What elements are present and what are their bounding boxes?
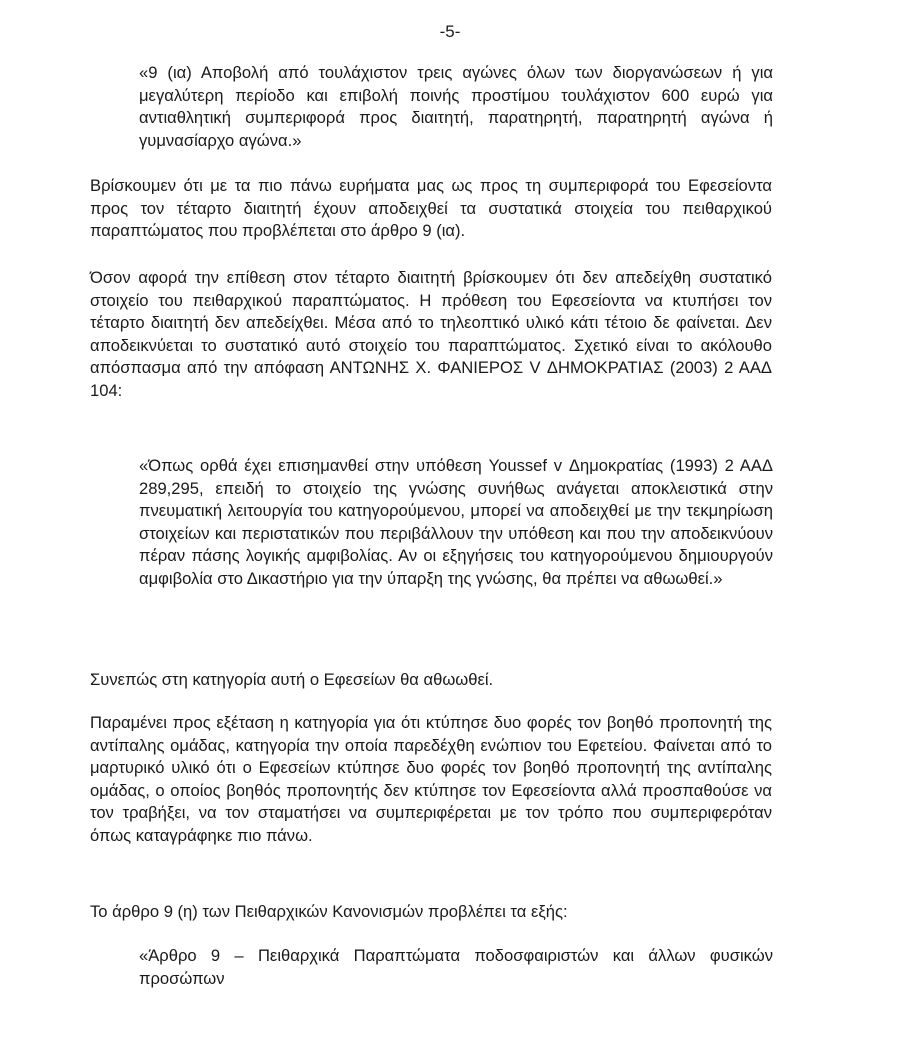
quote-youssef-case: «Όπως ορθά έχει επισημανθεί στην υπόθεση Youssef v Δημοκρατίας (1993) 2 ΑΑΔ 289,295, επειδή το στοιχείο της γνώσης συνήθως ανάγεται αποκλειστικά στην πνευματική λειτουργία του κατηγορούμενου, μπορεί να αποδειχθεί με την τεκμηρίωση στοιχείων και περιστατικών που περιβάλλουν την υπόθεση και που την αποδεικνύουν πέραν πάσης λογικής αμφιβολίας. Αν οι εξηγήσεις του κατηγορούμενου δημιουργούν αμφιβολία στο Δικαστήριο για την ύπαρξη της γνώσης, θα πρέπει να αθωωθεί.» (139, 456, 773, 588)
paragraph-article-9-eta-intro: Το άρθρο 9 (η) των Πειθαρχικών Κανονισμών προβλέπει τα εξής: (90, 902, 568, 921)
quote-article-9-heading: «Άρθρο 9 – Πειθαρχικά Παραπτώματα ποδοσφαιριστών και άλλων φυσικών προσώπων (139, 946, 773, 988)
paragraph-attack-on-fourth-referee: Όσον αφορά την επίθεση στον τέταρτο διαιτητή βρίσκουμεν ότι δεν απεδείχθη συστατικό στοιχείο του πειθαρχικού παραπτώματος. Η πρόθεση του Εφεσείοντα να κτυπήσει τον τέταρτο διαιτητή δεν απεδείχθει. Μέσα από το τηλεοπτικό υλικό κάτι τέτοιο δε φαίνεται. Δεν αποδεικνύεται το συστατικό αυτό στοιχείο του παραπτώματος. Σχετικό είναι το ακόλουθο απόσπασμα από την απόφαση ΑΝΤΩΝΗΣ Χ. ΦΑΝΙΕΡΟΣ V ΔΗΜΟΚΡΑΤΙΑΣ (2003) 2 ΑΑΔ 104: (90, 268, 772, 400)
paragraph-acquittal: Συνεπώς στη κατηγορία αυτή ο Εφεσείων θα αθωωθεί. (90, 670, 494, 689)
paragraph-findings: Βρίσκουμεν ότι με τα πιο πάνω ευρήματα μας ως προς τη συμπεριφορά του Εφεσείοντα προς τον τέταρτο διαιτητή έχουν αποδειχθεί τα συστατικά στοιχεία του πειθαρχικού παραπτώματος που προβλέπεται στο άρθρο 9 (ια). (90, 176, 772, 241)
page-number: -5- (439, 22, 461, 41)
quote-article-9-ia: «9 (ια) Αποβολή από τουλάχιστον τρεις αγώνες όλων των διοργανώσεων ή για μεγαλύτερη περίοδο και επιβολή ποινής προστίμου τουλάχιστον 600 ευρώ για αντιαθλητική συμπεριφορά προς διαιτητή, παρατηρητή, παρατηρητή αγώνα ή γυμνασίαρχο αγώνα.» (139, 63, 773, 150)
paragraph-remaining-charge: Παραμένει προς εξέταση η κατηγορία για ότι κτύπησε δυο φορές τον βοηθό προπονητή της αντίπαλης ομάδας, κατηγορία την οποία παρεδέχθη ενώπιον του Εφετείου. Φαίνεται από το μαρτυρικό υλικό ότι ο Εφεσείων κτύπησε δυο φορές τον βοηθό προπονητή της αντίπαλης ομάδας, ο οποίος βοηθός προπονητής δεν κτύπησε τον Εφεσείοντα αλλά προσπαθούσε να τον τραβήξει, να τον σταματήσει να συμπεριφέρεται με τον τρόπο που συμπεριφερόταν όπως καταγράφηκε πιο πάνω. (90, 713, 772, 845)
